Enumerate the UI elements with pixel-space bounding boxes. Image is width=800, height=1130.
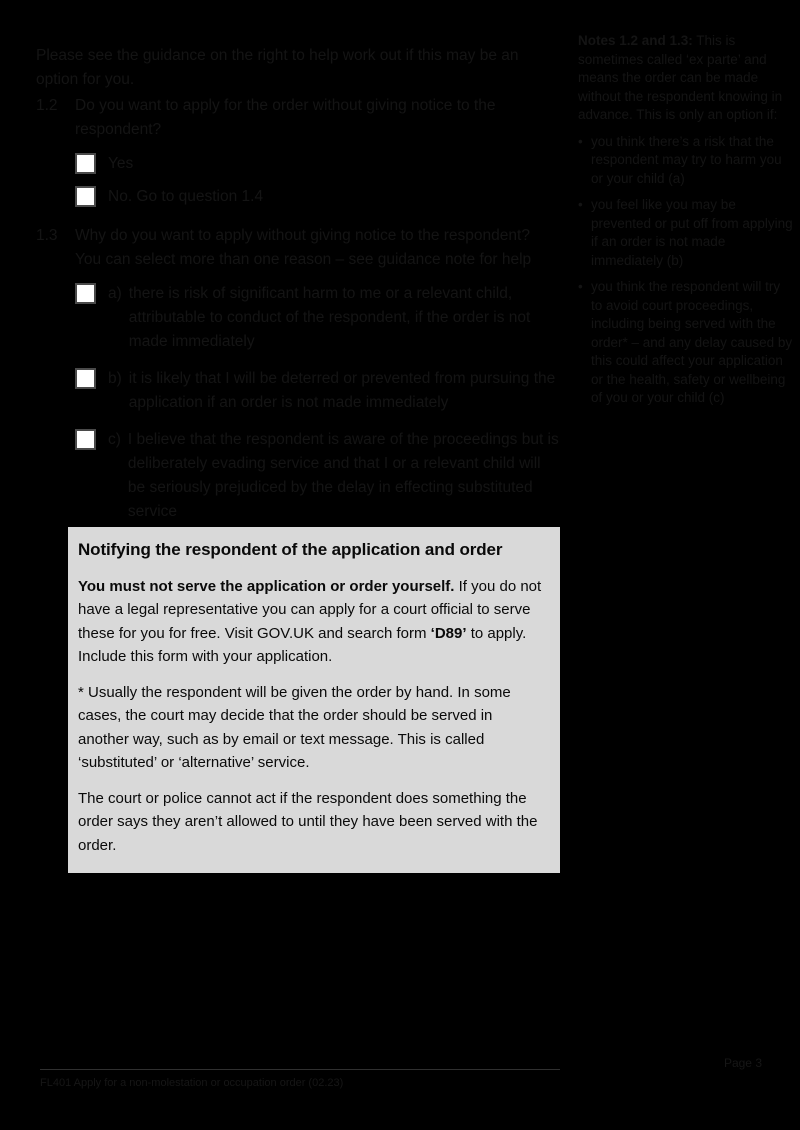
option-label: it is likely that I will be deterred or prevented from pursuing the application if an order is not made immediately <box>128 370 556 411</box>
option-label: Yes <box>108 155 134 172</box>
question-number: 1.3 <box>36 227 58 244</box>
question-text: Why do you want to apply without giving notice to the respondent? You can select more than one reason – see guidance note for help <box>75 227 532 268</box>
callout-paragraph-1 <box>78 575 546 669</box>
callout-heading: Notifying the respondent of the application and order <box>78 540 503 559</box>
callout-notifying-respondent <box>68 527 560 873</box>
option-reason-b <box>75 367 560 415</box>
option-prefix: b) <box>108 370 122 387</box>
option-text <box>108 367 560 415</box>
notes-label: Notes 1.2 and 1.3: <box>578 33 693 48</box>
option-text <box>108 282 560 354</box>
option-text <box>108 428 560 524</box>
option-label: I believe that the respondent is aware of the proceedings but is deliberately evading service and that I or a relevant child will be seriously prejudiced by the delay in effecting substituted service <box>127 431 559 520</box>
note-bullet-c: • you think the respondent will try to avoid court proceedings, including being served with the order* – and any delay caused by this could affect your application or the health, safety or wellbeing of you or your child (c) <box>578 278 794 408</box>
question-body <box>75 94 560 218</box>
guidance-notes <box>578 32 794 416</box>
checkbox-reason-a[interactable] <box>75 283 96 304</box>
option-label: there is risk of significant harm to me or a relevant child, attributable to conduct of the respondent, if the order is not made immediately <box>128 285 531 350</box>
question-why-without-notice <box>36 224 560 537</box>
callout-paragraph-2: * Usually the respondent will be given the order by hand. In some cases, the court may decide that the order should be served in another way, such as by email or text message. This is called ‘substituted’ or ‘alternative’ service. <box>78 683 511 771</box>
option-reason-a <box>75 282 560 354</box>
option-yes <box>75 152 560 176</box>
footer-form-id: FL401 Apply for a non-molestation or occupation order (02.23) <box>40 1077 344 1089</box>
notes-intro-text: This is sometimes called ‘ex parte’ and means the order can be made without the respondent knowing in advance. This is only an option if: <box>578 33 783 122</box>
question-without-notice <box>36 94 560 218</box>
checkbox-no[interactable] <box>75 186 96 207</box>
note-bullet-a: • you think there’s a risk that the respondent may try to harm you or your child (a) <box>578 133 794 189</box>
intro-text: Please see the guidance on the right to help work out if this may be an option for you. <box>36 46 519 88</box>
callout-bold-warning: You must not serve the application or order yourself. <box>78 577 455 595</box>
option-text <box>108 152 560 176</box>
checkbox-yes[interactable] <box>75 153 96 174</box>
option-text <box>108 185 560 209</box>
checkbox-reason-b[interactable] <box>75 368 96 389</box>
callout-form-d89: ‘D89’ <box>430 624 467 642</box>
option-no <box>75 185 560 209</box>
notes-intro <box>578 32 794 125</box>
option-prefix: a) <box>108 285 122 302</box>
callout-paragraph-3: The court or police cannot act if the respondent does something the order says they aren’t allowed to until they have been served with the order. <box>78 789 538 854</box>
question-number: 1.2 <box>36 97 58 114</box>
page-number: Page 3 <box>723 1056 762 1070</box>
option-label: No. Go to question 1.4 <box>108 188 264 205</box>
notes-bullet-list <box>578 133 794 408</box>
callout-text: to apply. Include this form with your application. <box>78 624 527 665</box>
option-reason-c <box>75 428 560 524</box>
option-prefix: c) <box>108 431 121 448</box>
question-text: Do you want to apply for the order without giving notice to the respondent? <box>75 97 496 138</box>
checkbox-reason-c[interactable] <box>75 429 96 450</box>
note-bullet-b: • you feel like you may be prevented or put off from applying if an order is not made immediately (b) <box>578 196 794 270</box>
question-body <box>75 224 560 537</box>
callout-text: If you do not have a legal representative you can apply for a court official to serve these for you for free. Visit GOV.UK and search form <box>78 577 542 642</box>
footer-divider <box>40 1069 560 1070</box>
